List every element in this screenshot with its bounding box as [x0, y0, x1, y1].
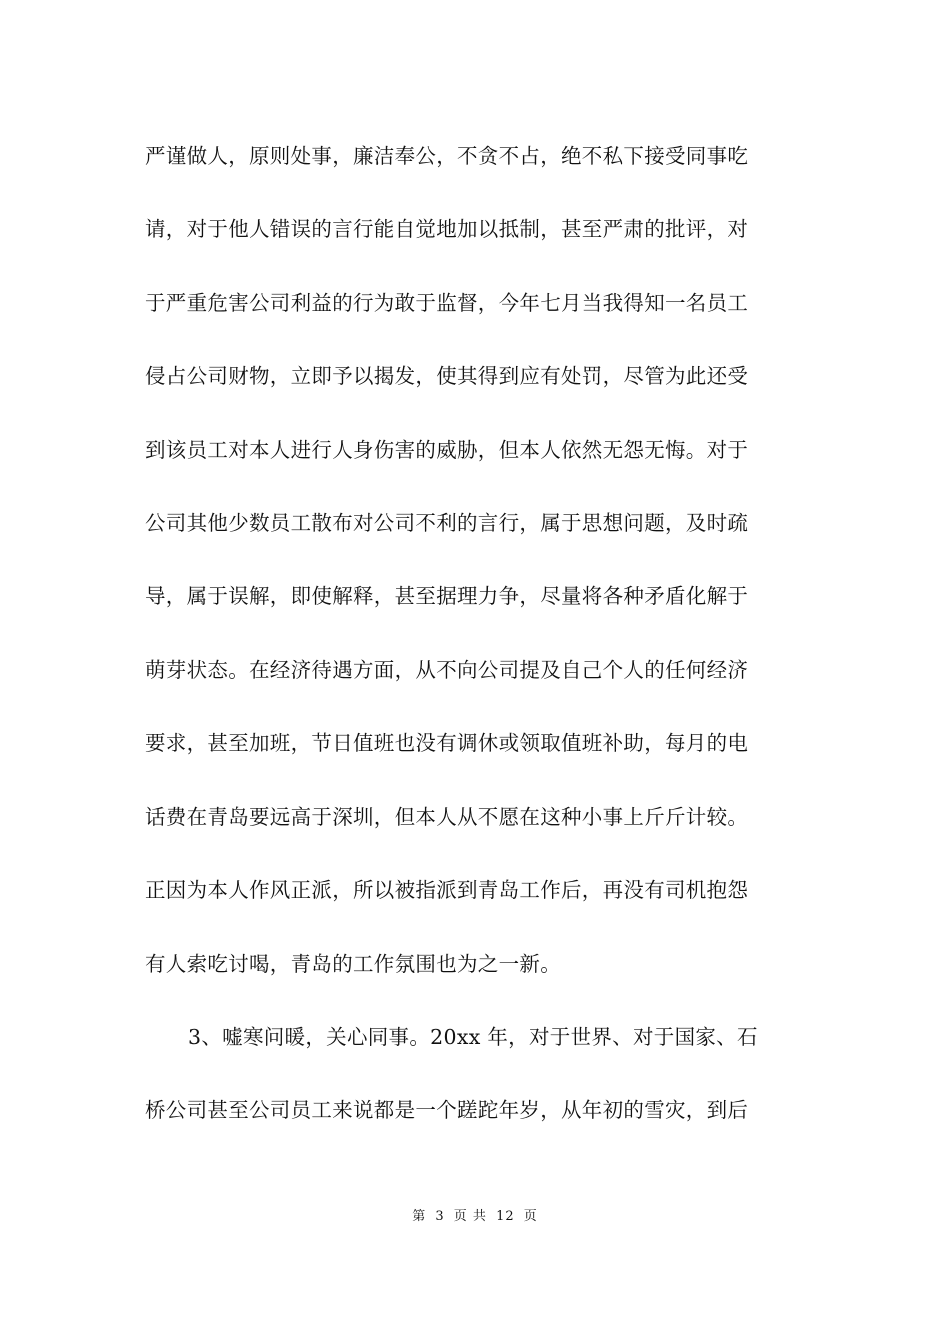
footer-middle: 页 共 — [453, 1209, 487, 1224]
text-line-14: 桥公司甚至公司员工来说都是一个蹉跎年岁，从年初的雪灾，到后 — [145, 1098, 749, 1122]
text-line-8: 萌芽状态。在经济待遇方面，从不向公司提及自己个人的任何经济 — [145, 658, 749, 682]
footer-suffix: 页 — [523, 1209, 538, 1224]
footer-total-pages: 12 — [496, 1209, 515, 1224]
text-line-6: 公司其他少数员工散布对公司不利的言行，属于思想问题，及时疏 — [145, 511, 749, 535]
footer-prefix: 第 — [412, 1209, 427, 1224]
text-line-4: 侵占公司财物，立即予以揭发，使其得到应有处罚，尽管为此还受 — [145, 364, 749, 388]
text-line-10: 话费在青岛要远高于深圳，但本人从不愿在这种小事上斤斤计较。 — [145, 805, 749, 829]
text-line-9: 要求，甚至加班，节日值班也没有调休或领取值班补助，每月的电 — [145, 731, 749, 755]
page-footer — [0, 1208, 950, 1226]
text-line-3: 于严重危害公司利益的行为敢于监督，今年七月当我得知一名员工 — [145, 291, 749, 315]
text-line-7: 导，属于误解，即使解释，甚至据理力争，尽量将各种矛盾化解于 — [145, 584, 749, 608]
text-line-11: 正因为本人作风正派，所以被指派到青岛工作后，再没有司机抱怨 — [145, 878, 749, 902]
text-line-2: 请，对于他人错误的言行能自觉地加以抵制，甚至严肃的批评，对 — [145, 217, 749, 241]
text-line-12: 有人索吃讨喝，青岛的工作氛围也为之一新。 — [145, 952, 561, 976]
footer-current-page: 3 — [435, 1209, 445, 1224]
text-line-1: 严谨做人，原则处事，廉洁奉公，不贪不占，绝不私下接受同事吃 — [145, 144, 749, 168]
text-line-5: 到该员工对本人进行人身伤害的威胁，但本人依然无怨无悔。对于 — [145, 438, 749, 462]
text-line-13: 3、嘘寒问暖，关心同事。20xx 年，对于世界、对于国家、石 — [188, 1025, 758, 1049]
